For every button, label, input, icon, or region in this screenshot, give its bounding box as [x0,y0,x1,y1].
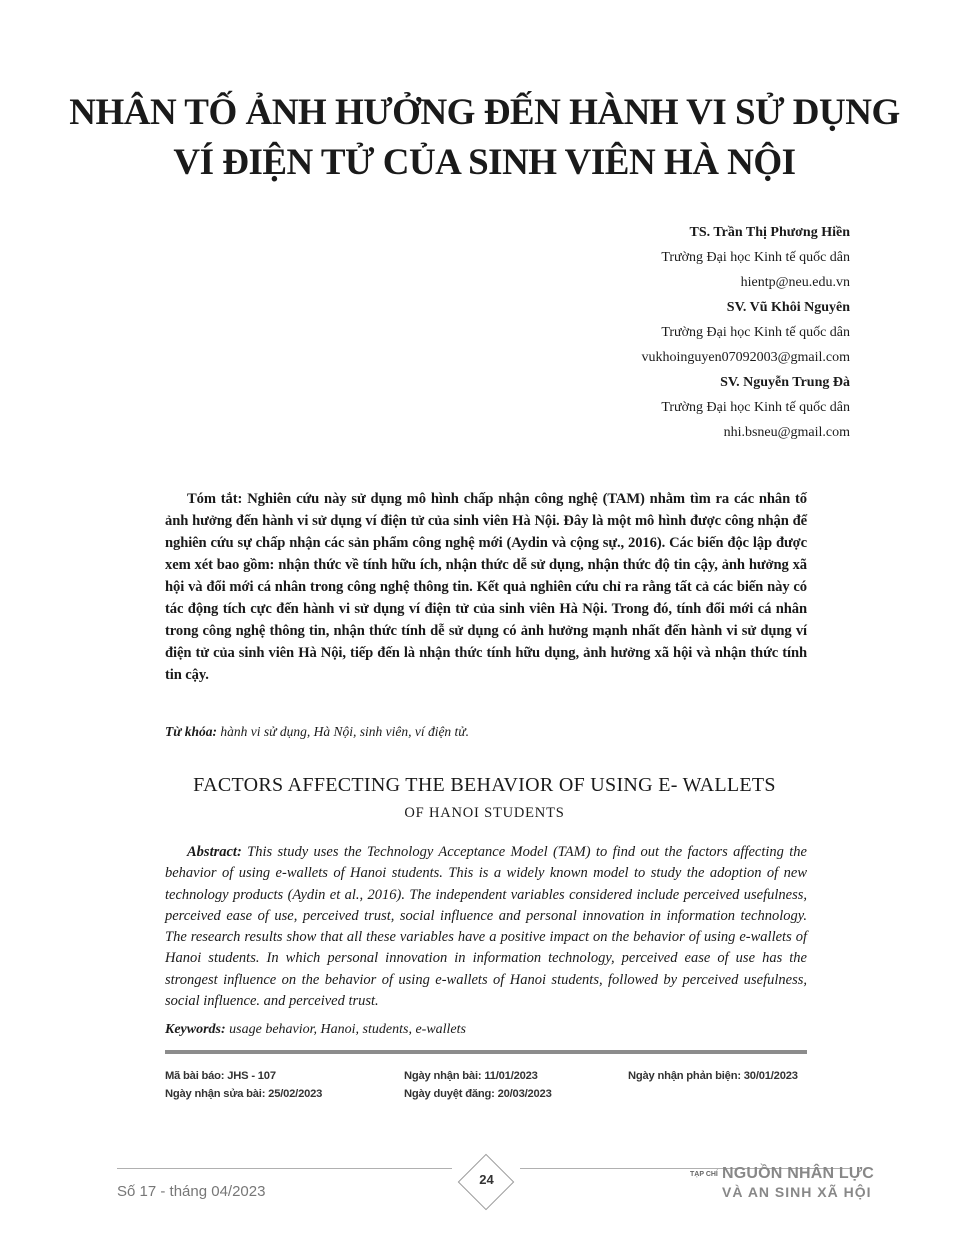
journal-name-line-1: NGUỒN NHÂN LỰC [722,1165,875,1182]
meta-value: 25/02/2023 [268,1088,323,1100]
author-email[interactable]: hientp@neu.edu.vn [740,275,850,290]
section-divider [165,1050,807,1054]
meta-label: Ngày nhận phản biện: [628,1070,741,1082]
vn-abstract-text: Nghiên cứu này sử dụng mô hình chấp nhận công nghệ (TAM) nhằm tìm ra các nhân tố ảnh hưởng đến hành vi sử dụng ví điện tử của sinh viên Hà Nội. Đây là một mô hình được công nhận để nghiên cứu sự chấp nhận các sản phẩm công nghệ mới (Aydin và cộng sự., 2016). Các biến độc lập được xem xét bao gồm: nhận thức về tính hữu ích, nhận thức dễ sử dụng, nhận thức độ tin cậy, ảnh hưởng xã hội và đổi mới cá nhân trong công nghệ thông tin. Kết quả nghiên cứu chỉ ra rằng tất cả các biến này có tác động tích cực đến hành vi sử dụng ví điện tử của sinh viên Hà Nội. Trong đó, tính đổi mới cá nhân trong công nghệ thông tin, nhận thức tính dễ sử dụng có ảnh hưởng mạnh nhất đến hành vi sử dụng ví điện tử của sinh viên Hà Nội, tiếp đến là nhận thức tính hữu dụng, ảnh hưởng xã hội và nhận thức tính tin cậy. [165,491,807,683]
meta-article-code [165,1070,276,1082]
author-block [642,220,850,445]
author-affiliation: Trường Đại học Kinh tế quốc dân [661,250,850,265]
meta-value: JHS - 107 [227,1070,276,1082]
author-1 [642,220,850,295]
english-title-line-2: OF HANOI STUDENTS [404,805,565,821]
issue-label: Số 17 - tháng 04/2023 [117,1183,266,1200]
vn-keywords [165,724,807,740]
en-keywords-text: usage behavior, Hanoi, students, e-wallets [229,1022,466,1037]
author-name: SV. Nguyễn Trung Đà [720,375,850,390]
vn-keywords-label: Từ khóa: [165,724,217,739]
vn-abstract-label: Tóm tắt: [187,491,243,507]
meta-received [404,1070,538,1082]
author-affiliation: Trường Đại học Kinh tế quốc dân [661,325,850,340]
meta-accepted [404,1088,552,1100]
journal-prefix: TẠP CHÍ [690,1171,718,1178]
vn-keywords-text: hành vi sử dụng, Hà Nội, sinh viên, ví điện tử. [220,724,470,739]
vn-abstract [165,488,807,686]
en-abstract [165,842,807,1012]
footer-line-left [117,1168,452,1169]
meta-label: Ngày nhận sửa bài: [165,1088,266,1100]
meta-label: Ngày duyệt đăng: [404,1088,495,1100]
en-keywords-label: Keywords: [165,1022,226,1037]
en-keywords [165,1022,807,1038]
author-email[interactable]: nhi.bsneu@gmail.com [723,425,850,440]
meta-revised [165,1088,322,1100]
author-3 [642,370,850,445]
author-name: TS. Trần Thị Phương Hiền [689,225,850,240]
meta-value: 11/01/2023 [484,1070,538,1082]
en-abstract-text: This study uses the Technology Acceptance Model (TAM) to find out the factors affecting the behavior of using e-wallets of Hanoi students. This is a widely known model to study the adoption of new technology products (Aydin et al., 2016). The independent variables considered include perceived usefulness, perceived ease of use, perceived trust, social influence and personal innovation in information technology. The research results show that all these variables have a positive impact on the behavior of using e-wallets of Hanoi students. In which personal innovation in information technology, perceived ease of use has the strongest influence on the behavior of using e-wallets of Hanoi students, followed by perceived usefulness, social influence. and perceived trust. [165,844,807,1010]
author-email[interactable]: vukhoinguyen07092003@gmail.com [641,350,850,365]
journal-name-line-2: VÀ AN SINH XÃ HỘI [722,1184,872,1200]
page-number: 24 [479,1172,494,1187]
author-name: SV. Vũ Khôi Nguyên [726,300,850,315]
author-affiliation: Trường Đại học Kinh tế quốc dân [661,400,850,415]
meta-review [628,1070,798,1082]
paper-title-line-1: NHÂN TỐ ẢNH HƯỞNG ĐẾN HÀNH VI SỬ DỤNG [69,92,900,133]
en-abstract-label: Abstract: [187,844,242,860]
meta-value: 30/01/2023 [743,1070,798,1082]
author-2 [642,295,850,370]
meta-value: 20/03/2023 [497,1088,552,1100]
meta-label: Mã bài báo: [165,1070,225,1082]
paper-title-line-2: VÍ ĐIỆN TỬ CỦA SINH VIÊN HÀ NỘI [173,142,796,183]
english-title-line-1: FACTORS AFFECTING THE BEHAVIOR OF USING E- WALLETS [193,774,776,796]
meta-label: Ngày nhận bài: [404,1070,482,1082]
